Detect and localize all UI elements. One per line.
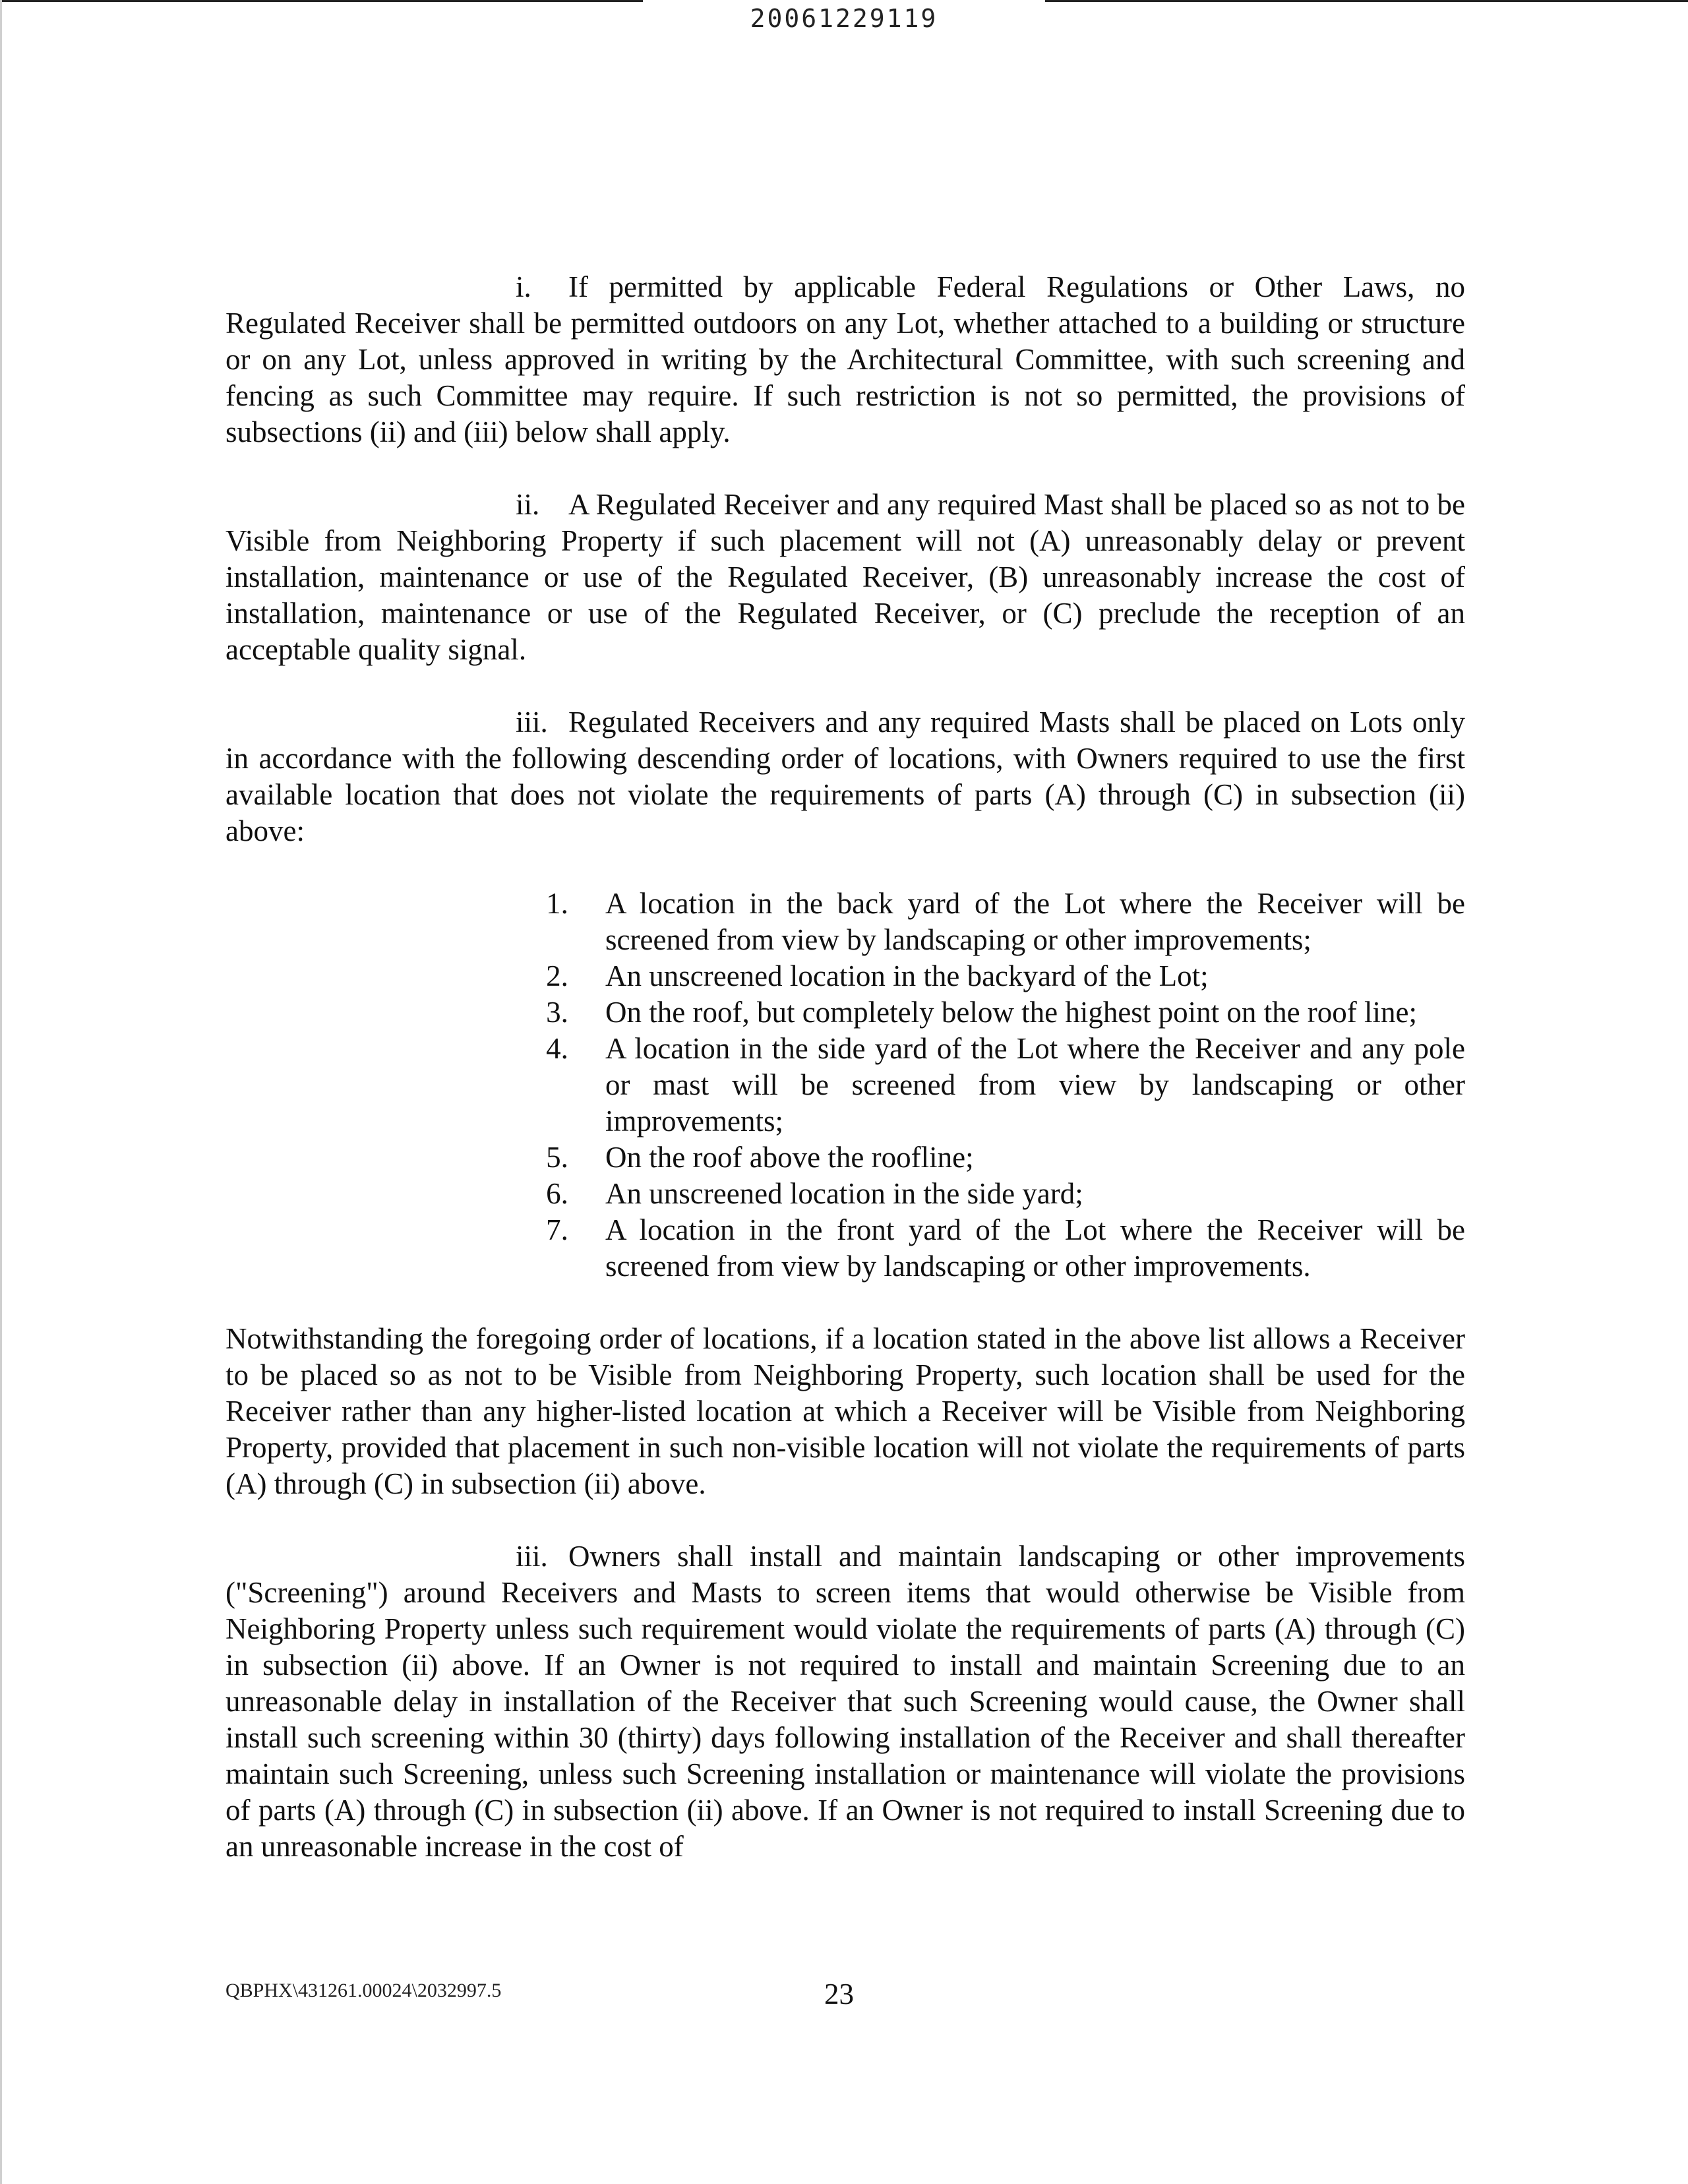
list-item-text: An unscreened location in the side yard; [605,1177,1083,1210]
list-item-text: On the roof above the roofline; [605,1141,974,1174]
list-item [509,1031,1465,1139]
top-rule-left [0,0,643,2]
list-item-text: An unscreened location in the backyard of the Lot; [605,959,1209,992]
list-item-number: 4. [546,1032,568,1065]
subsection-text: Regulated Receivers and any required Masts shall be placed on Lots only in accordance with the following descending order of locations, with Owners required to use the first available location that does not violate the requirements of parts (A) through (C) in subsection (ii) above: [226,706,1465,847]
list-item-text: On the roof, but completely below the highest point on the roof line; [605,996,1417,1029]
list-item-number: 6. [546,1177,568,1210]
subsection-text: A Regulated Receiver and any required Mast shall be placed so as not to be Visible from Neighboring Property if such placement will not (A) unreasonably delay or prevent installation, maintenance or use of the Regulated Receiver, (B) unreasonably increase the cost of installation, maintenance or use of the Regulated Receiver, or (C) preclude the reception of an acceptable quality signal. [226,488,1465,666]
list-item-number: 1. [546,887,568,920]
list-item-number: 5. [546,1141,568,1174]
list-item [509,1212,1465,1285]
subsection-number: iii. [516,706,548,739]
page-body [226,269,1465,1901]
scan-left-edge [0,0,2,2184]
page-number: 23 [824,1978,854,2011]
list-item-text: A location in the side yard of the Lot where the Receiver and any pole or mast will be screened from view by landscaping or other improvements; [605,1032,1465,1138]
list-item [509,886,1465,958]
recording-number: 20061229119 [750,4,938,33]
list-item [509,1139,1465,1176]
list-item-number: 7. [546,1213,568,1246]
subsection-ii [226,487,1465,668]
subsection-i [226,269,1465,450]
list-item-text: A location in the front yard of the Lot where the Receiver will be screened from view by landscaping or other improvements. [605,1213,1465,1283]
subsection-iii [226,704,1465,849]
subsection-screening [226,1538,1465,1865]
location-order-list [226,886,1465,1285]
list-item-text: A location in the back yard of the Lot where the Receiver will be screened from view by landscaping or other improvements; [605,887,1465,956]
subsection-number: ii. [516,488,540,521]
subsection-text: If permitted by applicable Federal Regulations or Other Laws, no Regulated Receiver shall be permitted outdoors on any Lot, whether attached to a building or structure or on any Lot, unless approved in writing by the Architectural Committee, with such screening and fencing as such Committee may require. If such restriction is not so permitted, the provisions of subsections (ii) and (iii) below shall apply. [226,270,1465,448]
notwithstanding-paragraph: Notwithstanding the foregoing order of locations, if a location stated in the above list allows a Receiver to be placed so as not to be Visible from Neighboring Property, such location shall be used for the Receiver rather than any higher-listed location at which a Receiver will be Visible from Neighboring Property, provided that placement in such non-visible location will not violate the requirements of parts (A) through (C) in subsection (ii) above. [226,1322,1465,1500]
subsection-text: Owners shall install and maintain landscaping or other improvements ("Screening") around Receivers and Masts to screen items that would otherwise be Visible from Neighboring Property unless such requirement would violate the requirements of parts (A) through (C) in subsection (ii) above. If an Owner is not required to install and maintain Screening due to an unreasonable delay in installation of the Receiver that such Screening would cause, the Owner shall install such screening within 30 (thirty) days following installation of the Receiver and shall thereafter maintain such Screening, unless such Screening installation or maintenance will violate the provisions of parts (A) through (C) in subsection (ii) above. If an Owner is not required to install Screening due to an unreasonable increase in the cost of [226,1540,1465,1863]
list-item [509,958,1465,994]
top-rule-right [1045,0,1688,2]
list-item-number: 3. [546,996,568,1029]
list-item-number: 2. [546,959,568,992]
list-item [509,1176,1465,1212]
footer-document-code: QBPHX\431261.00024\2032997.5 [226,1980,502,2001]
list-item [509,994,1465,1031]
subsection-number: i. [516,270,531,303]
subsection-number: iii. [516,1540,548,1573]
